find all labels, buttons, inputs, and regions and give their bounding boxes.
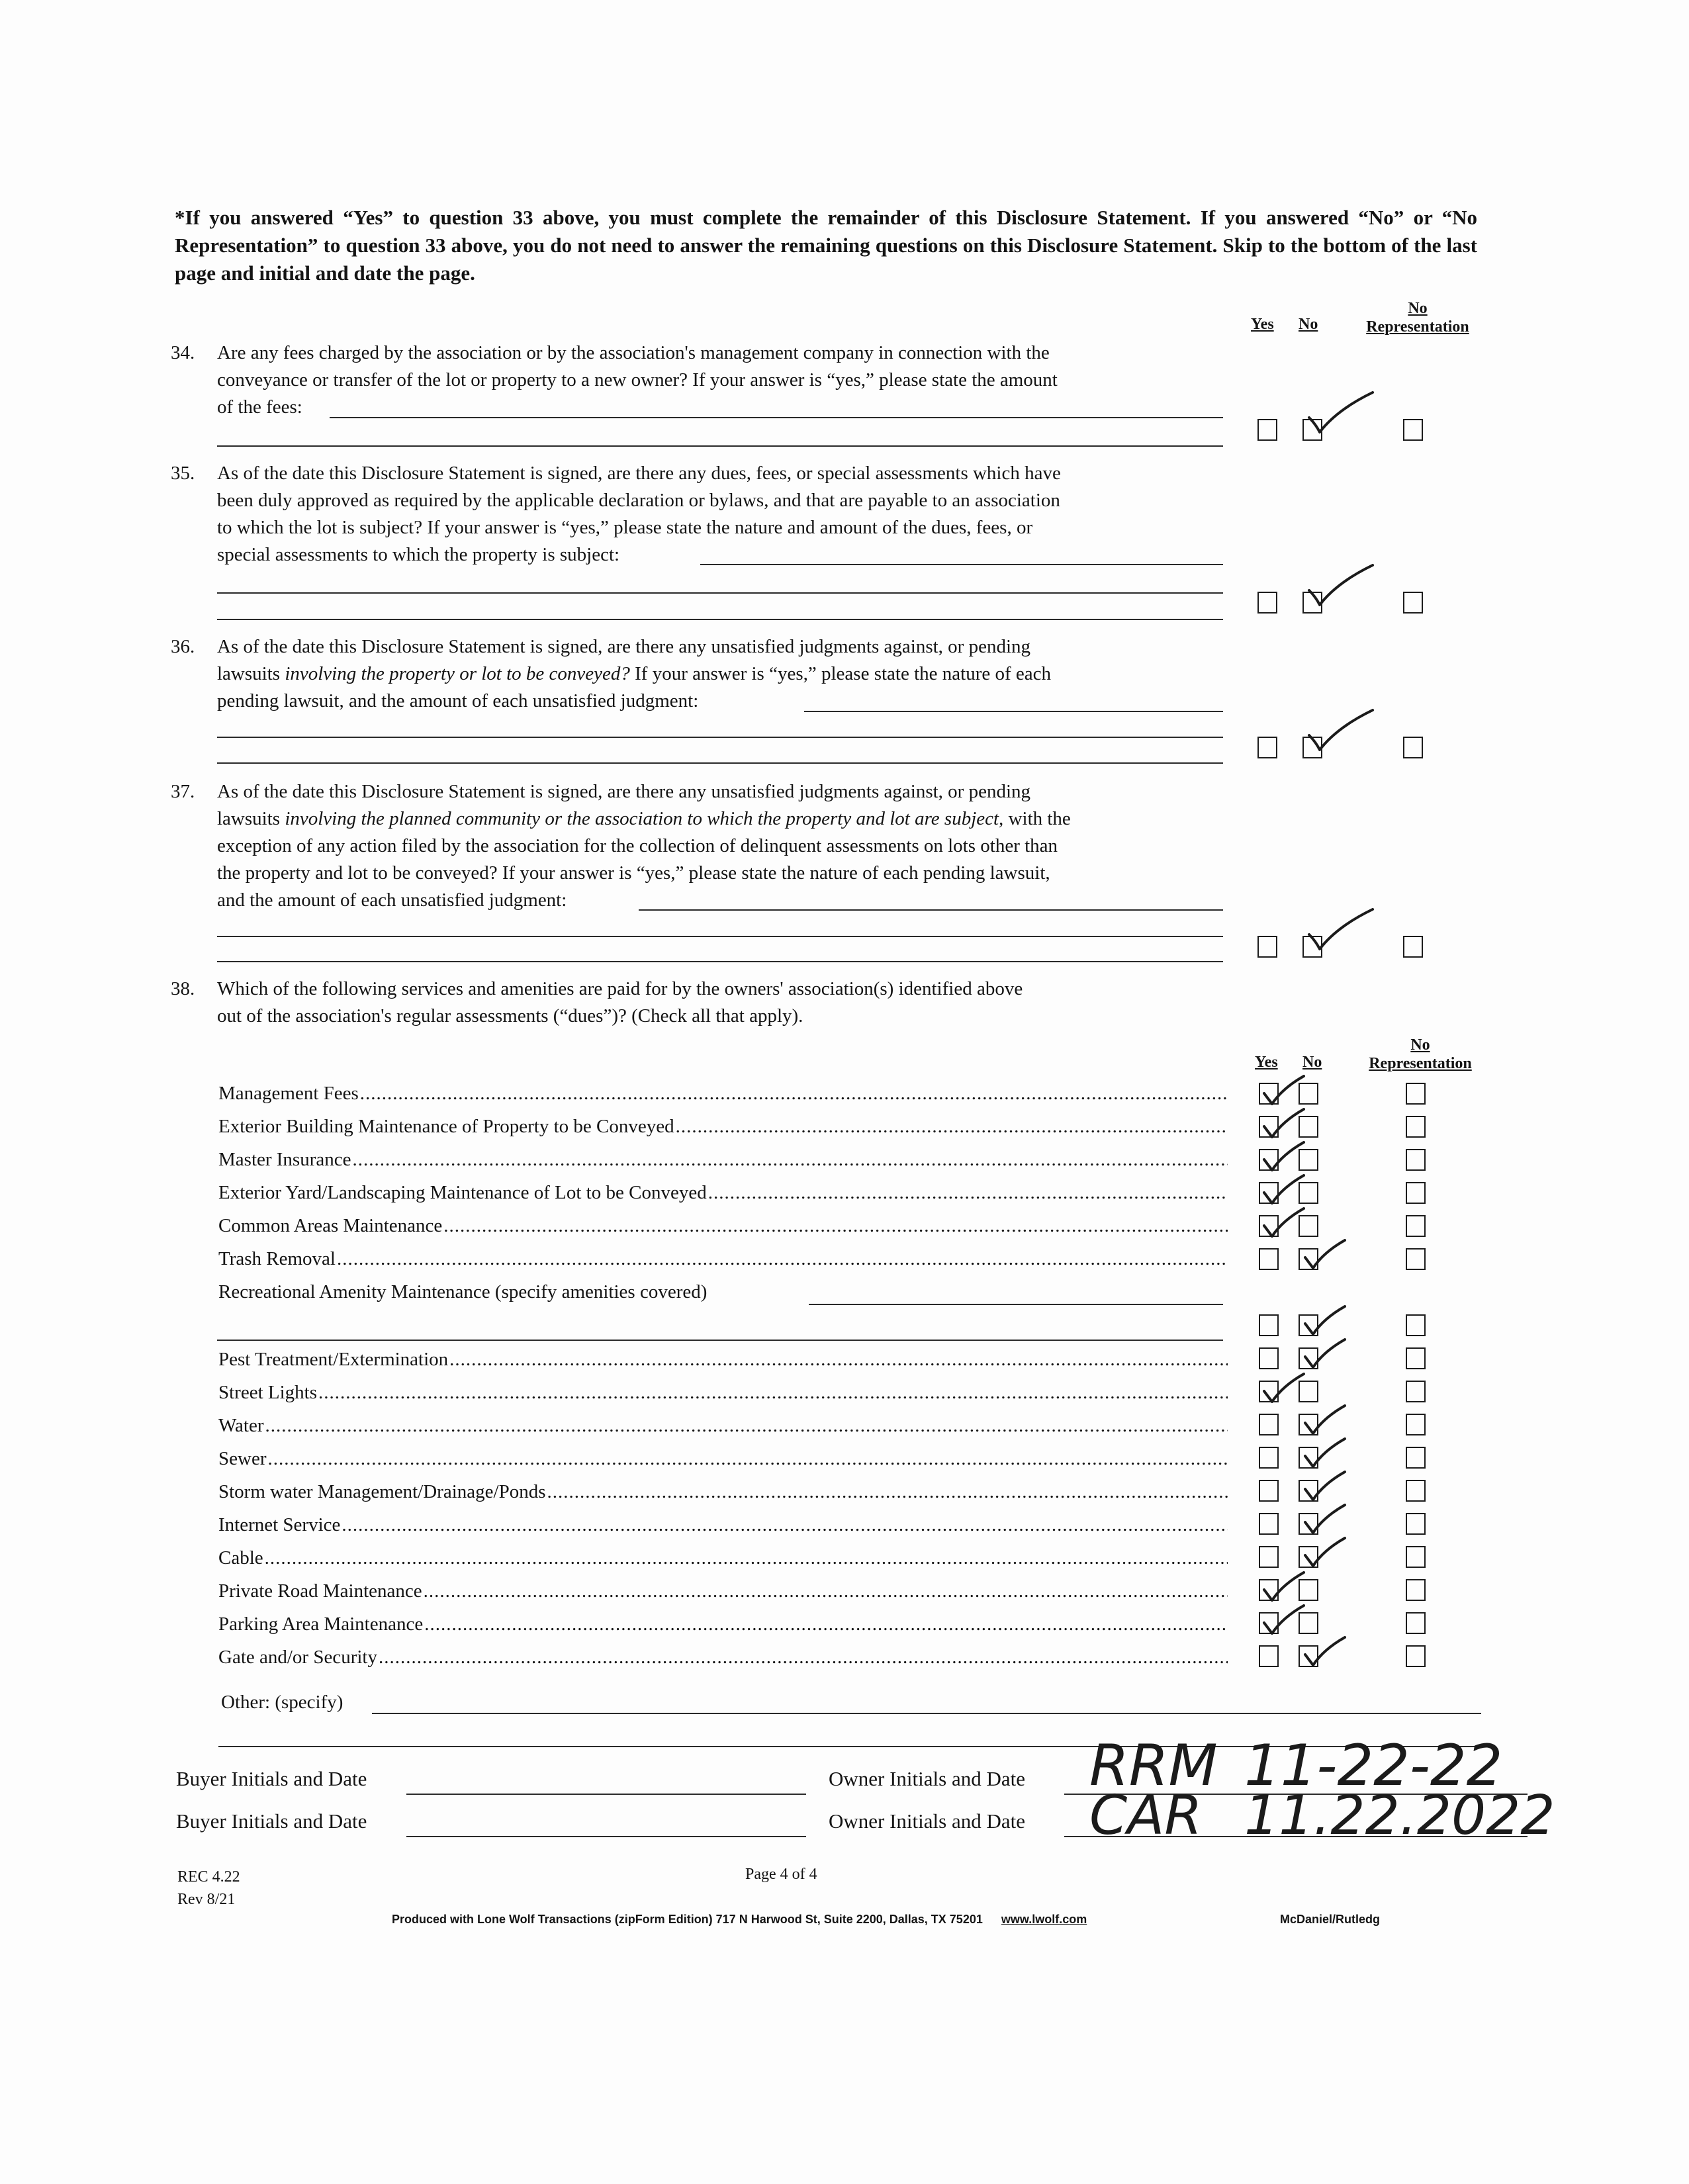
question-37-answer-line[interactable] [639, 909, 1223, 911]
checkbox-yes[interactable] [1259, 1447, 1279, 1469]
amenity-label: Pest Treatment/Extermination [218, 1349, 449, 1370]
other-specify-line[interactable] [372, 1713, 1481, 1714]
amenity-label: Private Road Maintenance [218, 1580, 422, 1602]
question-37-answer-line[interactable] [217, 936, 1223, 937]
amenity-row [218, 1546, 1228, 1570]
header-no-rep-line1: No [1410, 1036, 1430, 1054]
checkbox-no-representation[interactable] [1406, 1645, 1426, 1667]
checkbox-no-representation[interactable] [1406, 1149, 1426, 1171]
question-36-line2-italic: involving the property or lot to be conveyed? [285, 663, 630, 684]
amenity-label: Storm water Management/Drainage/Ponds [218, 1481, 546, 1502]
question-36-line [217, 660, 1276, 688]
header-no: No [1299, 316, 1318, 333]
question-35-line: been duly approved as required by the applicable declaration or bylaws, and that are payable to an association [217, 490, 1060, 511]
checkbox-no-representation[interactable] [1406, 1248, 1426, 1270]
checkmark-icon [1301, 1535, 1347, 1569]
question-36-answer-line[interactable] [217, 737, 1223, 738]
checkbox-no-representation[interactable] [1406, 1546, 1426, 1568]
amenity-label: Common Areas Maintenance [218, 1215, 443, 1236]
checkmark-icon [1260, 1173, 1306, 1206]
question-37-line: exception of any action filed by the association for the collection of delinquent assessments on lots other than [217, 835, 1058, 856]
amenity-label: Gate and/or Security [218, 1647, 377, 1668]
checkmark-icon [1260, 1603, 1306, 1636]
owner-initials-1: RRM [1089, 1733, 1218, 1799]
checkbox-yes[interactable] [1257, 936, 1277, 958]
question-34-answer-line[interactable] [330, 417, 1223, 418]
amenity-row [218, 1645, 1228, 1669]
checkbox-yes[interactable] [1259, 1480, 1279, 1502]
checkmark-icon [1304, 563, 1377, 609]
checkbox-no-representation[interactable] [1406, 1612, 1426, 1634]
recreational-specify-line[interactable] [217, 1340, 1223, 1341]
checkmark-icon [1301, 1403, 1347, 1436]
amenity-label: Exterior Building Maintenance of Property to be Conveyed [218, 1116, 674, 1137]
checkmark-icon [1301, 1238, 1347, 1271]
amenity-row [218, 1381, 1228, 1404]
checkbox-no-representation[interactable] [1406, 1480, 1426, 1502]
checkbox-no-representation[interactable] [1406, 1579, 1426, 1601]
checkmark-icon [1260, 1206, 1306, 1239]
checkbox-no-representation[interactable] [1406, 1447, 1426, 1469]
header-no-rep-line1: No [1408, 300, 1428, 317]
recreational-specify-line[interactable] [809, 1304, 1223, 1305]
checkbox-no-representation[interactable] [1406, 1083, 1426, 1105]
question-38-text [217, 976, 1276, 1030]
question-34-line: conveyance or transfer of the lot or property to a new owner? If your answer is “yes,” please state the amount [217, 369, 1058, 390]
checkbox-no-representation[interactable] [1406, 1314, 1426, 1336]
checkbox-no-representation[interactable] [1406, 1381, 1426, 1402]
checkmark-icon [1301, 1502, 1347, 1535]
question-36-answer-line[interactable] [804, 711, 1223, 712]
question-34-text [217, 340, 1276, 421]
question-37-line: and the amount of each unsatisfied judgment: [217, 889, 567, 911]
header-yes-38: Yes [1255, 1054, 1278, 1071]
amenity-row [218, 1148, 1228, 1171]
checkmark-icon [1301, 1469, 1347, 1502]
checkbox-no-representation[interactable] [1406, 1215, 1426, 1237]
checkmark-icon [1260, 1140, 1306, 1173]
intro-instructions: *If you answered “Yes” to question 33 above, you must complete the remainder of this Disclosure Statement. If you answered “No” or “No Representation” to question 33 above, you do not need to answer the remaining questions on this Disclosure Statement. Skip to the bottom of the last page and initial and date the page. [175, 206, 1477, 285]
amenity-other-label: Other: (specify) [221, 1692, 343, 1713]
checkmark-icon [1301, 1337, 1347, 1370]
checkmark-icon [1301, 1304, 1347, 1337]
question-36-line2-post: If your answer is “yes,” please state the nature of each [629, 663, 1051, 684]
checkbox-yes[interactable] [1257, 592, 1277, 614]
amenity-row [218, 1081, 1228, 1105]
question-37-line2-pre: lawsuits [217, 808, 285, 829]
checkmark-icon [1260, 1570, 1306, 1603]
question-37-line: As of the date this Disclosure Statement is signed, are there any unsatisfied judgments against, or pending [217, 781, 1031, 802]
question-38-number: 38. [171, 978, 195, 999]
question-37-line [217, 805, 1276, 833]
amenity-row [218, 1513, 1228, 1537]
owner-initials-label-2: Owner Initials and Date [829, 1809, 1025, 1833]
amenity-label: Trash Removal [218, 1248, 336, 1269]
question-37-text [217, 778, 1276, 914]
question-35-line: special assessments to which the property is subject: [217, 544, 620, 565]
amenity-label: Sewer [218, 1448, 267, 1469]
website-link[interactable]: www.lwolf.com [1001, 1913, 1087, 1926]
checkbox-yes[interactable] [1259, 1347, 1279, 1369]
question-35-answer-line[interactable] [217, 592, 1223, 594]
checkmark-icon [1260, 1107, 1306, 1140]
owner-initials-2: CAR [1089, 1784, 1203, 1847]
amenity-row [218, 1214, 1228, 1238]
question-35-line: to which the lot is subject? If your answer is “yes,” please state the nature and amount of the dues, fees, or [217, 517, 1033, 538]
form-code: REC 4.22 [177, 1868, 240, 1886]
question-35-number: 35. [171, 463, 195, 484]
question-35-text [217, 460, 1276, 569]
amenity-label: Internet Service [218, 1514, 341, 1535]
question-36-line2-pre: lawsuits [217, 663, 285, 684]
produced-with-text: Produced with Lone Wolf Transactions (zipForm Edition) 717 N Harwood St, Suite 2200, Dallas, TX 75201 [392, 1913, 983, 1926]
owner-date-2: 11.22.2022 [1244, 1784, 1555, 1847]
question-36-line: As of the date this Disclosure Statement is signed, are there any unsatisfied judgments against, or pending [217, 636, 1031, 657]
question-35-line: As of the date this Disclosure Statement is signed, are there any dues, fees, or special assessments which have [217, 463, 1061, 484]
amenity-row [218, 1480, 1228, 1504]
buyer-initials-line-1[interactable] [406, 1794, 806, 1795]
checkmark-icon [1260, 1371, 1306, 1404]
question-34-line: of the fees: [217, 396, 302, 418]
amenity-row [218, 1115, 1228, 1138]
buyer-initials-label-1: Buyer Initials and Date [176, 1767, 367, 1790]
question-34-number: 34. [171, 342, 195, 363]
amenity-label: Master Insurance [218, 1149, 351, 1170]
checkmark-icon [1304, 390, 1377, 436]
checkmark-icon [1304, 907, 1377, 953]
checkbox-no-representation[interactable] [1406, 1513, 1426, 1535]
question-37-answer-line[interactable] [217, 961, 1223, 962]
checkbox-no-representation[interactable] [1403, 737, 1423, 758]
form-revision: Rev 8/21 [177, 1891, 236, 1908]
header-no-representation-38 [1354, 1036, 1486, 1073]
checkbox-yes[interactable] [1259, 1414, 1279, 1435]
question-37-number: 37. [171, 781, 195, 802]
file-name: McDaniel/Rutledg [1280, 1913, 1381, 1926]
buyer-initials-label-2: Buyer Initials and Date [176, 1809, 367, 1833]
question-35-answer-line[interactable] [217, 619, 1223, 620]
page-number: Page 4 of 4 [745, 1866, 817, 1883]
question-38-line: Which of the following services and amenities are paid for by the owners' association(s) identified above [217, 978, 1023, 999]
checkbox-yes[interactable] [1257, 737, 1277, 758]
checkmark-icon [1260, 1073, 1306, 1107]
checkbox-yes[interactable] [1259, 1314, 1279, 1336]
amenity-label: Parking Area Maintenance [218, 1614, 424, 1635]
question-36-number: 36. [171, 636, 195, 657]
amenity-row [218, 1414, 1228, 1437]
amenity-row [218, 1347, 1228, 1371]
amenity-row [218, 1247, 1228, 1271]
checkbox-no-representation[interactable] [1406, 1347, 1426, 1369]
owner-date-1: 11-22-22 [1244, 1733, 1503, 1799]
amenity-recreational-label: Recreational Amenity Maintenance (specify amenities covered) [218, 1281, 708, 1302]
checkmark-icon [1304, 707, 1377, 754]
checkbox-yes[interactable] [1257, 419, 1277, 441]
checkmark-icon [1301, 1436, 1347, 1469]
amenity-label: Cable [218, 1547, 263, 1569]
question-37-line2-post: with the [1003, 808, 1071, 829]
checkbox-no-representation[interactable] [1403, 936, 1423, 958]
amenity-label: Management Fees [218, 1083, 359, 1104]
checkbox-yes[interactable] [1259, 1248, 1279, 1270]
question-34-answer-line[interactable] [217, 445, 1223, 447]
produced-with [392, 1913, 1087, 1927]
question-34-line: Are any fees charged by the association or by the association's management company in connection with the [217, 342, 1050, 363]
header-no-rep-line2: Representation [1369, 1055, 1472, 1072]
checkbox-no-representation[interactable] [1406, 1116, 1426, 1138]
amenity-row [218, 1579, 1228, 1603]
checkbox-yes[interactable] [1259, 1645, 1279, 1667]
checkbox-no-representation[interactable] [1403, 419, 1423, 441]
amenity-row [218, 1612, 1228, 1636]
amenity-label: Water [218, 1415, 264, 1436]
header-no-representation [1351, 299, 1484, 336]
question-35-answer-line[interactable] [700, 564, 1223, 565]
question-36-line: pending lawsuit, and the amount of each unsatisfied judgment: [217, 690, 699, 711]
owner-initials-label-1: Owner Initials and Date [829, 1767, 1025, 1790]
checkbox-no-representation[interactable] [1406, 1414, 1426, 1435]
checkbox-yes[interactable] [1259, 1546, 1279, 1568]
question-36-text [217, 633, 1276, 715]
amenity-label: Exterior Yard/Landscaping Maintenance of Lot to be Conveyed [218, 1182, 707, 1203]
amenity-row [218, 1447, 1228, 1471]
checkbox-yes[interactable] [1259, 1513, 1279, 1535]
checkmark-icon [1301, 1635, 1347, 1668]
checkbox-no-representation[interactable] [1403, 592, 1423, 614]
amenity-row [218, 1181, 1228, 1205]
question-37-line2-italic: involving the planned community or the association to which the property and lot are subject, [285, 808, 1004, 829]
checkbox-no-representation[interactable] [1406, 1182, 1426, 1204]
buyer-initials-line-2[interactable] [406, 1836, 806, 1837]
header-no-rep-line2: Representation [1366, 318, 1469, 336]
question-38-line: out of the association's regular assessments (“dues”)? (Check all that apply). [217, 1005, 803, 1026]
header-no-38: No [1302, 1054, 1322, 1071]
header-yes: Yes [1251, 316, 1274, 333]
question-37-line: the property and lot to be conveyed? If your answer is “yes,” please state the nature of each pending lawsuit, [217, 862, 1050, 884]
question-36-answer-line[interactable] [217, 762, 1223, 764]
amenity-label: Street Lights [218, 1382, 318, 1403]
